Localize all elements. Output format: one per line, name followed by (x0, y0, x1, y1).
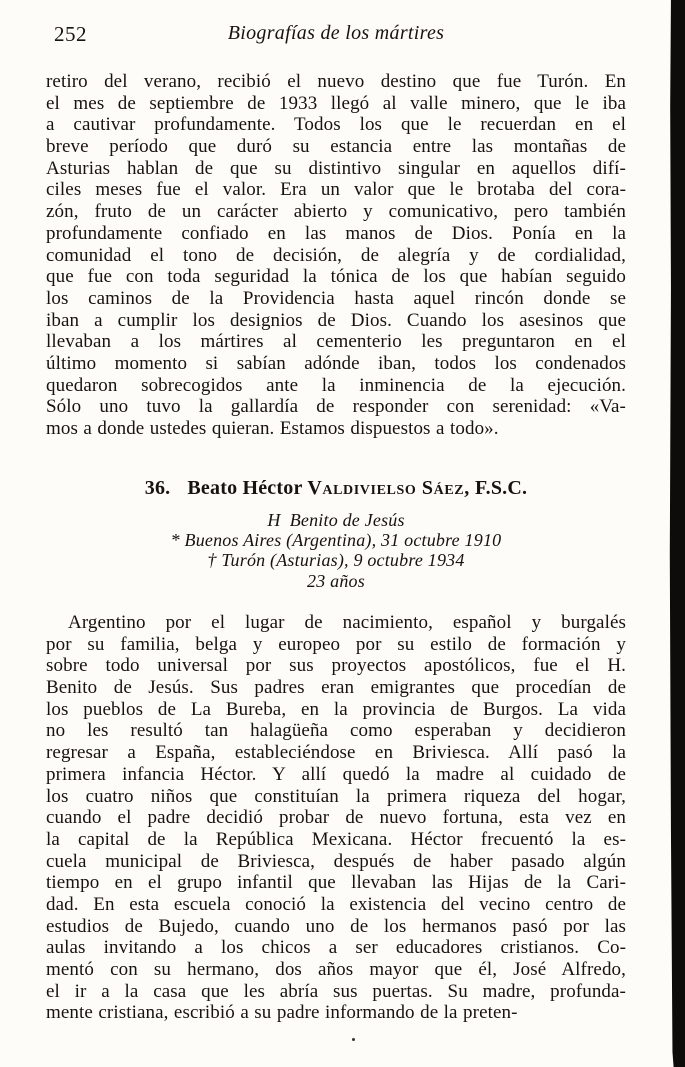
stray-dot-artifact (352, 1038, 355, 1041)
text-line: zón, fruto de un carácter abierto y comunicativo, pero también (46, 201, 626, 223)
text-line: los cuatro niños que constituían la primera riqueza del hogar, (46, 785, 626, 807)
text-line: quedaron sobrecogidos ante la inminencia de la ejecución. (46, 374, 626, 396)
text-line: mos a donde ustedes quieran. Estamos dispuestos a todo». (46, 418, 499, 439)
section-title-suffix: F.S.C. (475, 477, 528, 499)
text-line: cuando el padre decidió probar de nuevo fortuna, esta vez en (46, 807, 626, 829)
section-title-name: Valdivielso Sáez, (307, 477, 470, 499)
text-line: cuela municipal de Briviesca, después de haber pasado algún (46, 850, 626, 872)
text-line: por su familia, belga y europeo por su estilo de formación y (46, 633, 626, 655)
text-line: mente cristiana, escribió a su padre informando de la preten- (46, 1002, 518, 1024)
text-line: Argentino por el lugar de nacimiento, español y burgalés (68, 612, 626, 633)
text-line: ciles meses fue el valor. Era un valor que le brotaba del cora- (46, 179, 626, 201)
text-line: regresar a España, estableciéndose en Briviesca. Allí pasó la (46, 742, 626, 764)
section-heading (46, 476, 626, 500)
running-title: Biografías de los mártires (227, 22, 445, 44)
text-line: que fue con toda seguridad la tónica de los que habían seguido (46, 266, 626, 288)
body-paragraph-1 (46, 71, 626, 440)
text-line: 23 años (307, 570, 365, 591)
text-line: Asturias hablan de que su distintivo singular en aquellos difí- (46, 157, 626, 179)
text-line: breve período que duró su estancia entre las montañas de (46, 136, 626, 158)
text-line: la capital de la República Mexicana. Héctor frecuentó la es- (46, 828, 626, 850)
section-number: 36. (144, 477, 171, 499)
text-line: Benito de Jesús. Sus padres eran emigrantes que procedían de (46, 677, 626, 699)
body-paragraph-2 (46, 612, 626, 1024)
text-line: dad. En esta escuela conoció la existencia del vecino centro de (46, 893, 626, 915)
text-line: retiro del verano, recibió el nuevo destino que fue Turón. En (46, 71, 626, 92)
text-line: Sólo uno tuvo la gallardía de responder con serenidad: «Va- (46, 396, 626, 418)
section-title-prefix: Beato Héctor (187, 477, 303, 499)
text-line: mentó con su hermano, dos años mayor que él, José Alfredo, (46, 959, 626, 980)
text-line: tiempo en el grupo infantil que llevaban las Hijas de la Cari- (46, 872, 626, 894)
text-line: el ir a la casa que les abría sus puertas. Su madre, profunda- (46, 980, 626, 1002)
text-line: estudios de Bujedo, cuando uno de los hermanos pasó por las (46, 915, 626, 937)
text-line: primera infancia Héctor. Y allí quedó la madre al cuidado de (46, 763, 626, 785)
text-line: sobre todo universal por sus proyectos apostólicos, fue el H. (46, 655, 626, 677)
text-line: † Turón (Asturias), 9 octubre 1934 (207, 550, 465, 571)
text-line: los caminos de la Providencia hasta aquel rincón donde se (46, 287, 626, 309)
text-line: aulas invitando a los chicos a ser educadores cristianos. Co- (46, 937, 626, 959)
text-line: profundamente confiado en las manos de Dios. Ponía en la (46, 222, 626, 244)
text-line: no les resultó tan halagüeña como esperaban y decidieron (46, 720, 626, 742)
text-line: * Buenos Aires (Argentina), 31 octubre 1910 (170, 530, 502, 551)
text-line: último momento si sabían adónde iban, todos los condenados (46, 352, 626, 374)
text-line: a cautivar profundamente. Todos los que le recuerdan en el (46, 114, 626, 136)
text-line: los pueblos de La Bureba, en la provincia de Burgos. La vida (46, 698, 626, 720)
text-line: el mes de septiembre de 1933 llegó al valle minero, que le iba (46, 92, 626, 114)
text-line: H Benito de Jesús (267, 510, 405, 530)
scan-gutter-shadow (666, 0, 685, 1067)
text-line: iban a cumplir los designios de Dios. Cuando los asesinos que (46, 309, 626, 331)
text-line: comunidad el tono de decisión, de alegría y de cordialidad, (46, 244, 626, 266)
biography-vitals (46, 510, 626, 591)
text-line: llevaban a los mártires al cementerio les preguntaron en el (46, 331, 626, 353)
page-number: 252 (54, 22, 87, 46)
